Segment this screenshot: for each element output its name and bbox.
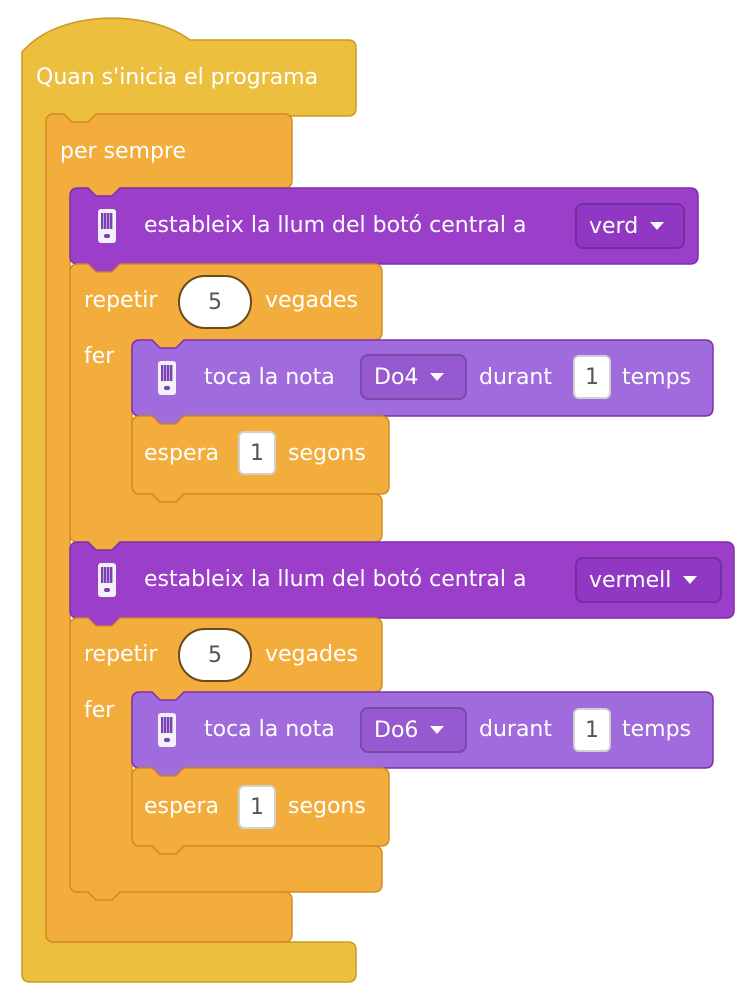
repeat-label: repetir (84, 642, 158, 667)
note-dropdown[interactable] (360, 354, 467, 400)
note-value: Do4 (374, 364, 419, 390)
during-label: durant (479, 717, 553, 742)
light-color-dropdown[interactable] (575, 203, 685, 249)
repeat-times-input[interactable]: 5 (178, 628, 252, 682)
set-light-label: estableix la llum del botó central a (144, 567, 527, 592)
set-light-label: estableix la llum del botó central a (144, 213, 527, 238)
caret-down-icon (650, 222, 664, 230)
hat-label: Quan s'inicia el programa (36, 65, 319, 90)
beats-input[interactable]: 1 (573, 708, 611, 752)
wait-label: espera (144, 794, 220, 819)
note-value: Do6 (374, 717, 419, 743)
repeat-times-unit: vegades (265, 288, 358, 313)
during-label: durant (479, 365, 553, 390)
note-dropdown[interactable] (360, 707, 467, 753)
beats-unit: temps (622, 365, 692, 390)
wait-seconds-unit: segons (288, 441, 366, 466)
light-color-value: verd (589, 213, 639, 239)
repeat-do-label: fer (84, 344, 115, 369)
hub-device-icon (158, 713, 176, 747)
repeat-times-input[interactable]: 5 (178, 275, 252, 329)
play-note-label: toca la nota (204, 717, 335, 742)
hub-device-icon (98, 209, 116, 243)
caret-down-icon (430, 726, 444, 734)
wait-label: espera (144, 441, 220, 466)
wait-seconds-unit: segons (288, 794, 366, 819)
repeat-do-label: fer (84, 698, 115, 723)
repeat-times-unit: vegades (265, 642, 358, 667)
play-note-label: toca la nota (204, 365, 335, 390)
caret-down-icon (683, 576, 697, 584)
beats-unit: temps (622, 717, 692, 742)
repeat-label: repetir (84, 288, 158, 313)
beats-input[interactable]: 1 (573, 355, 611, 399)
caret-down-icon (430, 373, 444, 381)
wait-seconds-input[interactable]: 1 (238, 431, 276, 475)
hub-device-icon (98, 563, 116, 597)
light-color-value: vermell (589, 567, 672, 593)
forever-label: per sempre (60, 139, 187, 164)
light-color-dropdown[interactable] (575, 557, 722, 603)
hub-device-icon (158, 361, 176, 395)
wait-seconds-input[interactable]: 1 (238, 785, 276, 829)
